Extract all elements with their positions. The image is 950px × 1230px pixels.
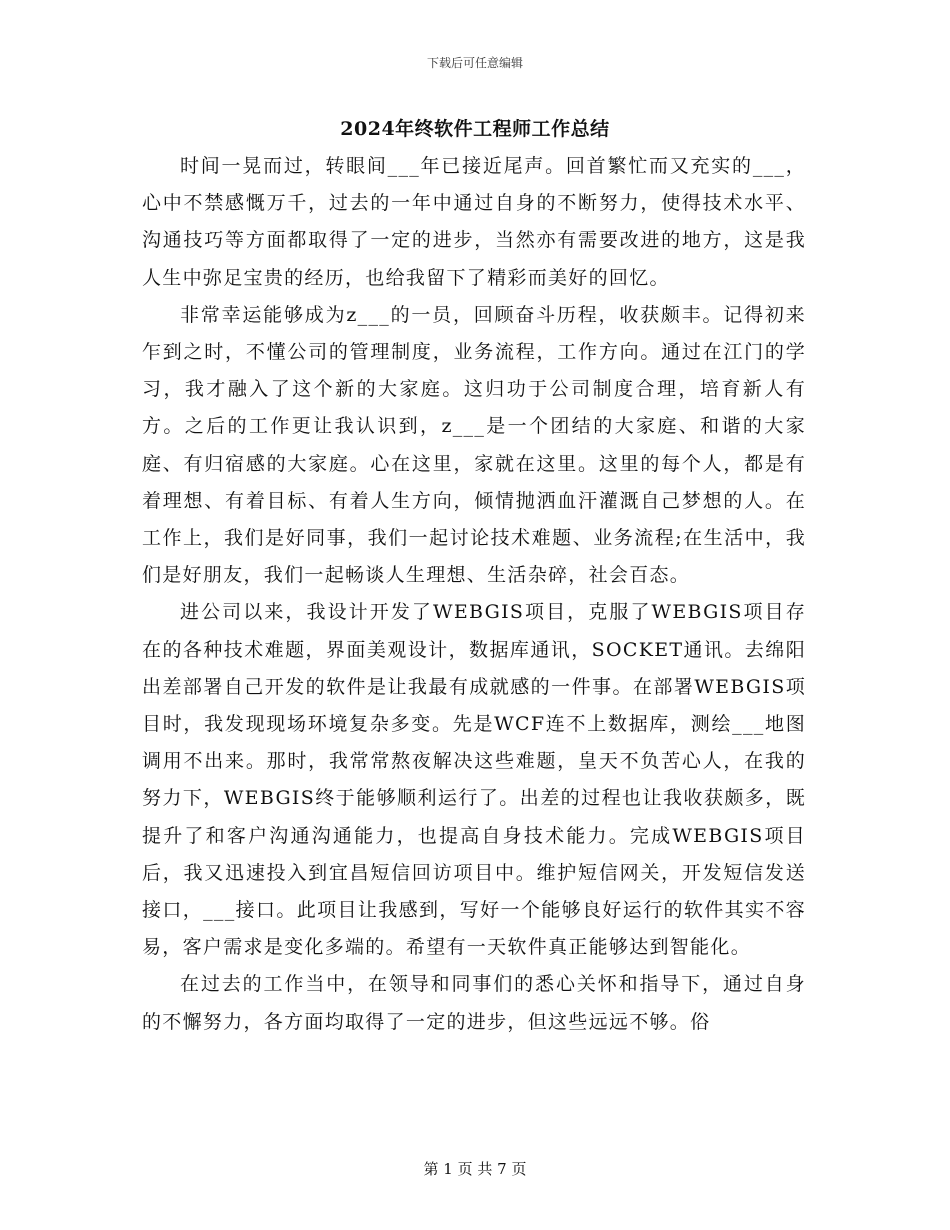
paragraph-1: 时间一晃而过，转眼间___年已接近尾声。回首繁忙而又充实的___，心中不禁感慨万千，过去的一年中通过自身的不断努力，使得技术水平、沟通技巧等方面都取得了一定的进步，当然亦有需要改进的地方，这是我人生中弥足宝贵的经历，也给我留下了精彩而美好的回忆。 [142,155,806,289]
document-title: 2024年终软件工程师工作总结 [340,118,610,140]
paragraph-2: 非常幸运能够成为z___的一员，回顾奋斗历程，收获颇丰。记得初来乍到之时，不懂公司的管理制度，业务流程，工作方向。通过在江门的学习，我才融入了这个新的大家庭。这归功于公司制度合理，培育新人有方。之后的工作更让我认识到，z___是一个团结的大家庭、和谐的大家庭、有归宿感的大家庭。心在这里，家就在这里。这里的每个人，都是有着理想、有着目标、有着人生方向，倾情抛洒血汗灌溉自己梦想的人。在工作上，我们是好同事，我们一起讨论技术难题、业务流程;在生活中，我们是好朋友，我们一起畅谈人生理想、生活杂碎，社会百态。 [142,303,806,587]
paragraph-3: 进公司以来，我设计开发了WEBGIS项目，克服了WEBGIS项目存在的各种技术难题，界面美观设计，数据库通讯，SOCKET通讯。去绵阳出差部署自己开发的软件是让我最有成就感的一件事。在部署WEBGIS项目时，我发现现场环境复杂多变。先是WCF连不上数据库，测绘___地图调用不出来。那时，我常常熬夜解决这些难题，皇天不负苦心人，在我的努力下，WEBGIS终于能够顺利运行了。出差的过程也让我收获颇多，既提升了和客户沟通沟通能力，也提高自身技术能力。完成WEBGIS项目后，我又迅速投入到宜昌短信回访项目中。维护短信网关，开发短信发送接口，___接口。此项目让我感到，写好一个能够良好运行的软件其实不容易，客户需求是变化多端的。希望有一天软件真正能够达到智能化。 [142,601,806,959]
page-footer: 第 1 页 共 7 页 [423,1160,527,1178]
header-note: 下载后可任意编辑 [426,56,523,70]
document-body [142,148,806,1041]
paragraph-4: 在过去的工作当中，在领导和同事们的悉心关怀和指导下，通过自身的不懈努力，各方面均取得了一定的进步，但这些远远不够。俗 [142,973,806,1033]
